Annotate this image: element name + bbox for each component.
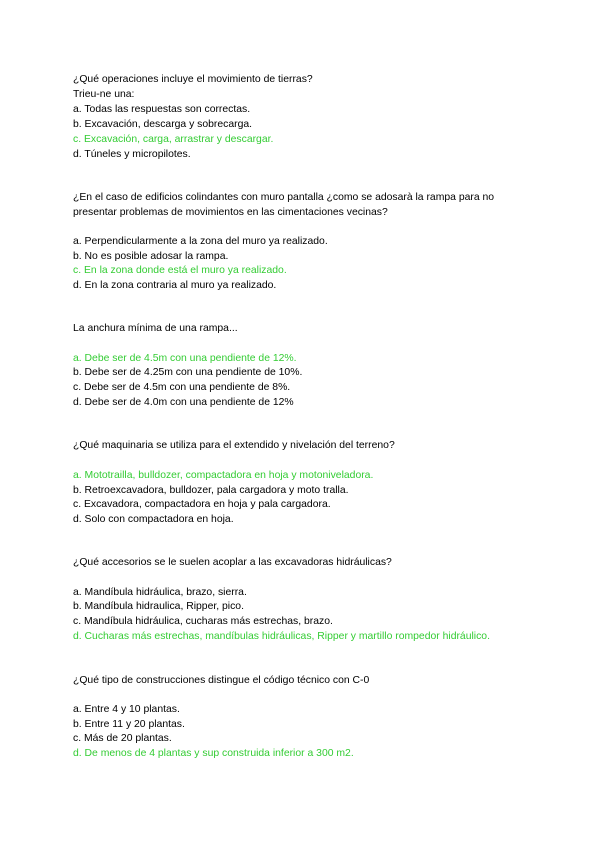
question-3-option-a-correct: a. Debe ser de 4.5m con una pendiente de 12%. xyxy=(73,353,297,364)
question-6-prompt: ¿Qué tipo de construcciones distingue el código técnico con C-0 xyxy=(73,675,370,686)
question-1-prompt-line-1: ¿Qué operaciones incluye el movimiento de tierras? xyxy=(73,74,313,85)
question-4-option-c: c. Excavadora, compactadora en hoja y pala cargadora. xyxy=(73,499,331,510)
question-4-option-b: b. Retroexcavadora, bulldozer, pala cargadora y moto tralla. xyxy=(73,485,349,496)
question-5-option-a: a. Mandíbula hidráulica, brazo, sierra. xyxy=(73,587,247,598)
question-6-option-d-correct: d. De menos de 4 plantas y sup construida inferior a 300 m2. xyxy=(73,748,354,759)
question-2-option-b: b. No es posible adosar la rampa. xyxy=(73,251,229,262)
question-1-option-a: a. Todas las respuestas son correctas. xyxy=(73,104,251,115)
question-1-option-d: d. Túneles y micropilotes. xyxy=(73,149,191,160)
question-4-option-a-correct: a. Mototrailla, bulldozer, compactadora en hoja y motoniveladora. xyxy=(73,470,374,481)
question-6-option-a: a. Entre 4 y 10 plantas. xyxy=(73,704,180,715)
question-2-option-d: d. En la zona contraria al muro ya realizado. xyxy=(73,280,277,291)
question-2-option-a: a. Perpendicularmente a la zona del muro ya realizado. xyxy=(73,236,328,247)
question-5-prompt: ¿Qué accesorios se le suelen acoplar a las excavadoras hidráulicas? xyxy=(73,557,392,568)
question-3-option-c: c. Debe ser de 4.5m con una pendiente de 8%. xyxy=(73,382,291,393)
question-3-option-b: b. Debe ser de 4.25m con una pendiente de 10%. xyxy=(73,367,303,378)
question-3-option-d: d. Debe ser de 4.0m con una pendiente de 12% xyxy=(73,397,294,408)
question-4-option-d: d. Solo con compactadora en hoja. xyxy=(73,514,234,525)
question-1-prompt-line-2: Trieu-ne una: xyxy=(73,89,135,100)
question-2-prompt-line-1: ¿En el caso de edificios colindantes con muro pantalla ¿como se adosarà la rampa para no xyxy=(73,192,495,203)
question-3-prompt: La anchura mínima de una rampa... xyxy=(73,323,238,334)
question-5-option-b: b. Mandíbula hidraulica, Ripper, pico. xyxy=(73,601,244,612)
question-5-option-c: c. Mandíbula hidráulica, cucharas más estrechas, brazo. xyxy=(73,616,333,627)
question-1-option-c-correct: c. Excavación, carga, arrastrar y descargar. xyxy=(73,134,274,145)
question-6-option-b: b. Entre 11 y 20 plantas. xyxy=(73,719,185,730)
question-2-option-c-correct: c. En la zona donde está el muro ya realizado. xyxy=(73,265,287,276)
question-4-prompt: ¿Qué maquinaria se utiliza para el extendido y nivelación del terreno? xyxy=(73,440,395,451)
question-5-option-d-correct: d. Cucharas más estrechas, mandíbulas hidráulicas, Ripper y martillo rompedor hidráulico. xyxy=(73,631,490,642)
question-1-option-b: b. Excavación, descarga y sobrecarga. xyxy=(73,119,253,130)
question-2-prompt-line-2: presentar problemas de movimientos en las cimentaciones vecinas? xyxy=(73,207,388,218)
question-6-option-c: c. Más de 20 plantas. xyxy=(73,733,172,744)
